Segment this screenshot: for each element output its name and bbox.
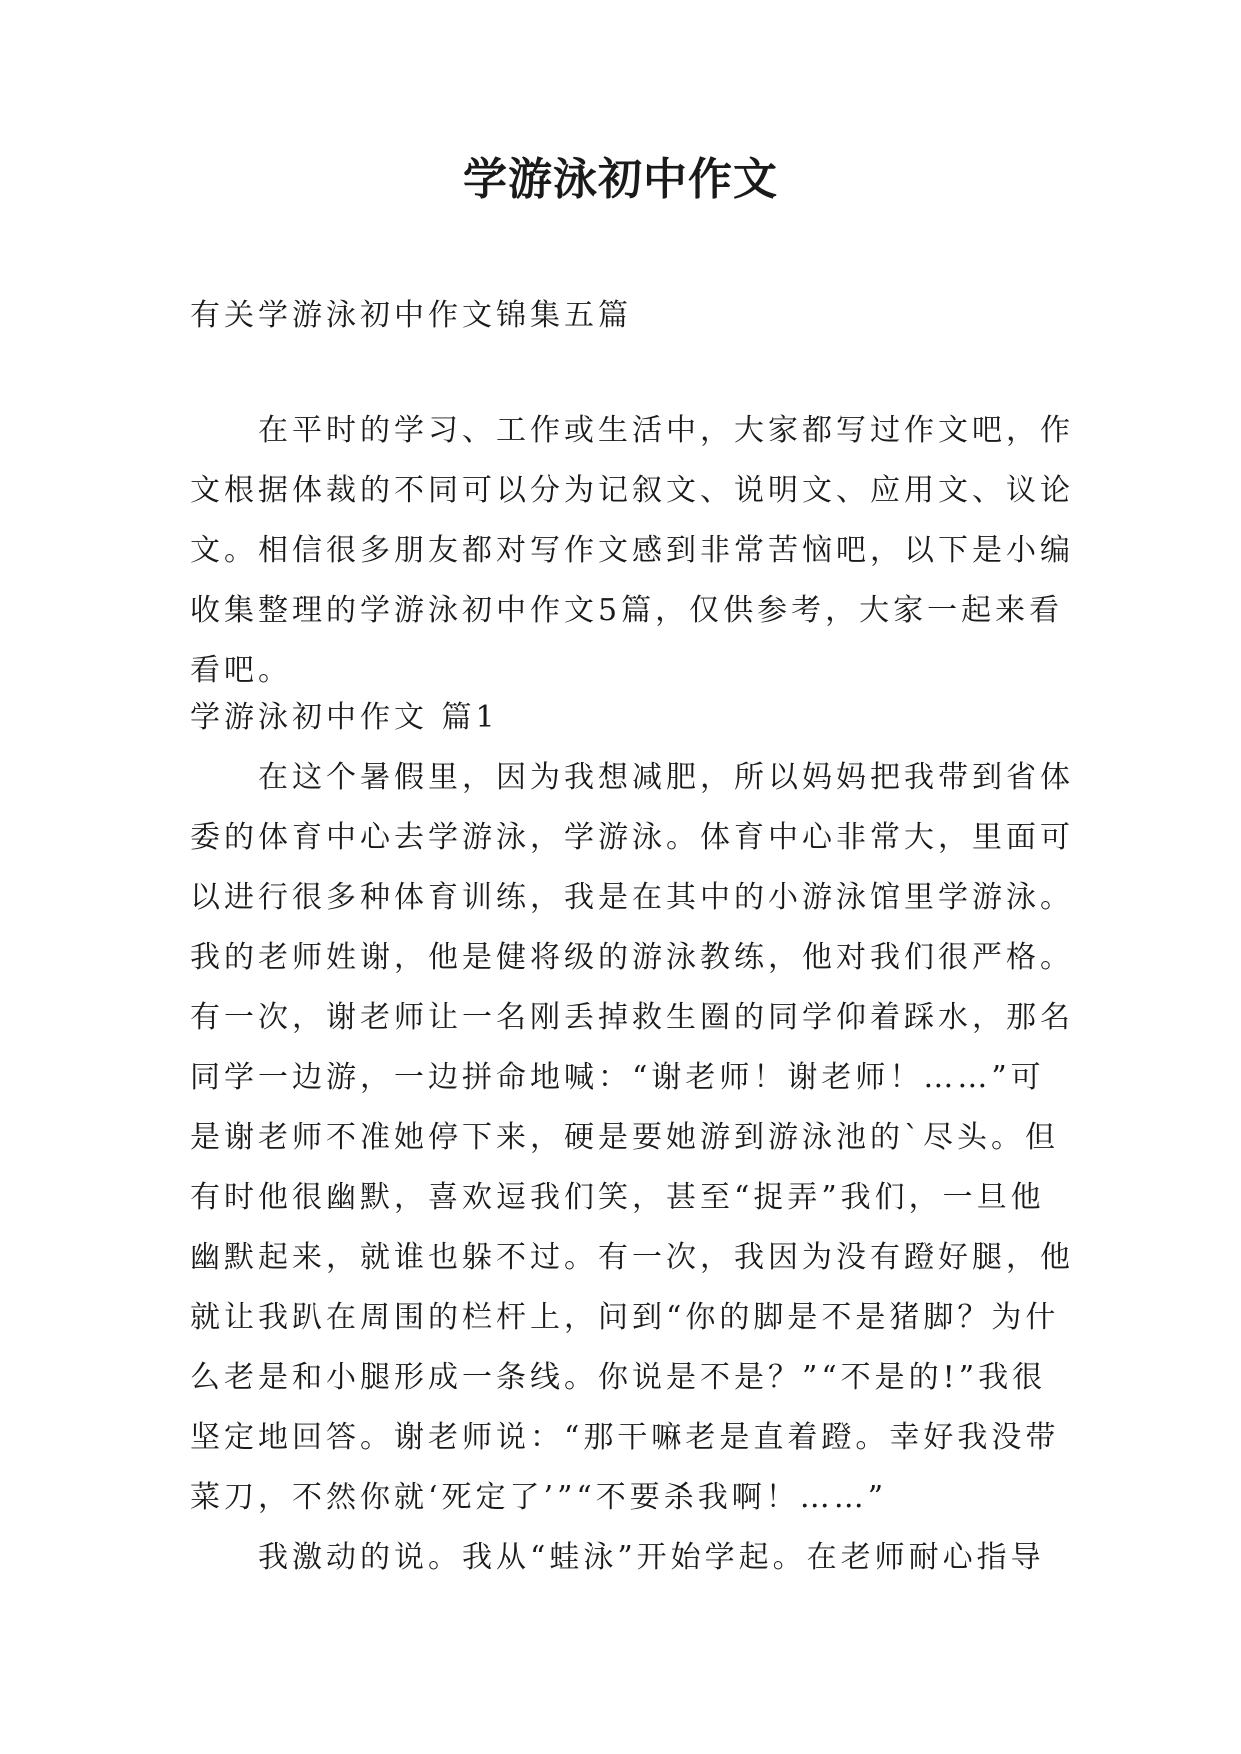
body-line: 菜刀，不然你就‘死定了’”“不要杀我啊！……”	[190, 1480, 888, 1515]
intro-line: 在平时的学习、工作或生活中，大家都写过作文吧，作	[258, 413, 1074, 448]
body-line: 我激动的说。我从“蛙泳”开始学起。在老师耐心指导	[258, 1540, 1045, 1575]
body-line: 坚定地回答。谢老师说：“那干嘛老是直着蹬。幸好我没带	[190, 1420, 1060, 1455]
body-line: 有时他很幽默，喜欢逗我们笑，甚至“捉弄”我们，一旦他	[190, 1180, 1045, 1215]
body-line: 委的体育中心去学游泳，学游泳。体育中心非常大，里面可	[190, 820, 1074, 855]
body-line: 就让我趴在周围的栏杆上，问到“你的脚是不是猪脚？为什	[190, 1300, 1060, 1335]
body-line: 有一次，谢老师让一名刚丢掉救生圈的同学仰着踩水，那名	[190, 1000, 1074, 1035]
intro-paragraph	[190, 401, 1074, 701]
body-line: 幽默起来，就谁也躲不过。有一次，我因为没有蹬好腿，他	[190, 1240, 1074, 1275]
body-line: 是谢老师不准她停下来，硬是要她游到游泳池的`尽头。但	[190, 1120, 1059, 1155]
intro-line: 收集整理的学游泳初中作文5篇，仅供参考，大家一起来看	[190, 593, 1064, 628]
body-line: 同学一边游，一边拼命地喊：“谢老师！谢老师！……”可	[190, 1060, 1045, 1095]
body-line: 么老是和小腿形成一条线。你说是不是？”“不是的!”我很	[190, 1360, 1047, 1395]
body-line: 以进行很多种体育训练，我是在其中的小游泳馆里学游泳。	[190, 880, 1074, 915]
document-subtitle: 有关学游泳初中作文锦集五篇	[190, 298, 632, 333]
body-line: 在这个暑假里，因为我想减肥，所以妈妈把我带到省体	[258, 760, 1074, 795]
section-heading: 学游泳初中作文 篇1	[190, 700, 499, 735]
article-section	[190, 688, 1074, 1588]
body-line: 我的老师姓谢，他是健将级的游泳教练，他对我们很严格。	[190, 940, 1074, 975]
subtitle-block	[190, 286, 1060, 346]
intro-line: 文。相信很多朋友都对写作文感到非常苦恼吧，以下是小编	[190, 533, 1074, 568]
intro-line: 看吧。	[190, 653, 292, 688]
document-title: 学游泳初中作文	[463, 154, 778, 205]
intro-line: 文根据体裁的不同可以分为记叙文、说明文、应用文、议论	[190, 473, 1074, 508]
